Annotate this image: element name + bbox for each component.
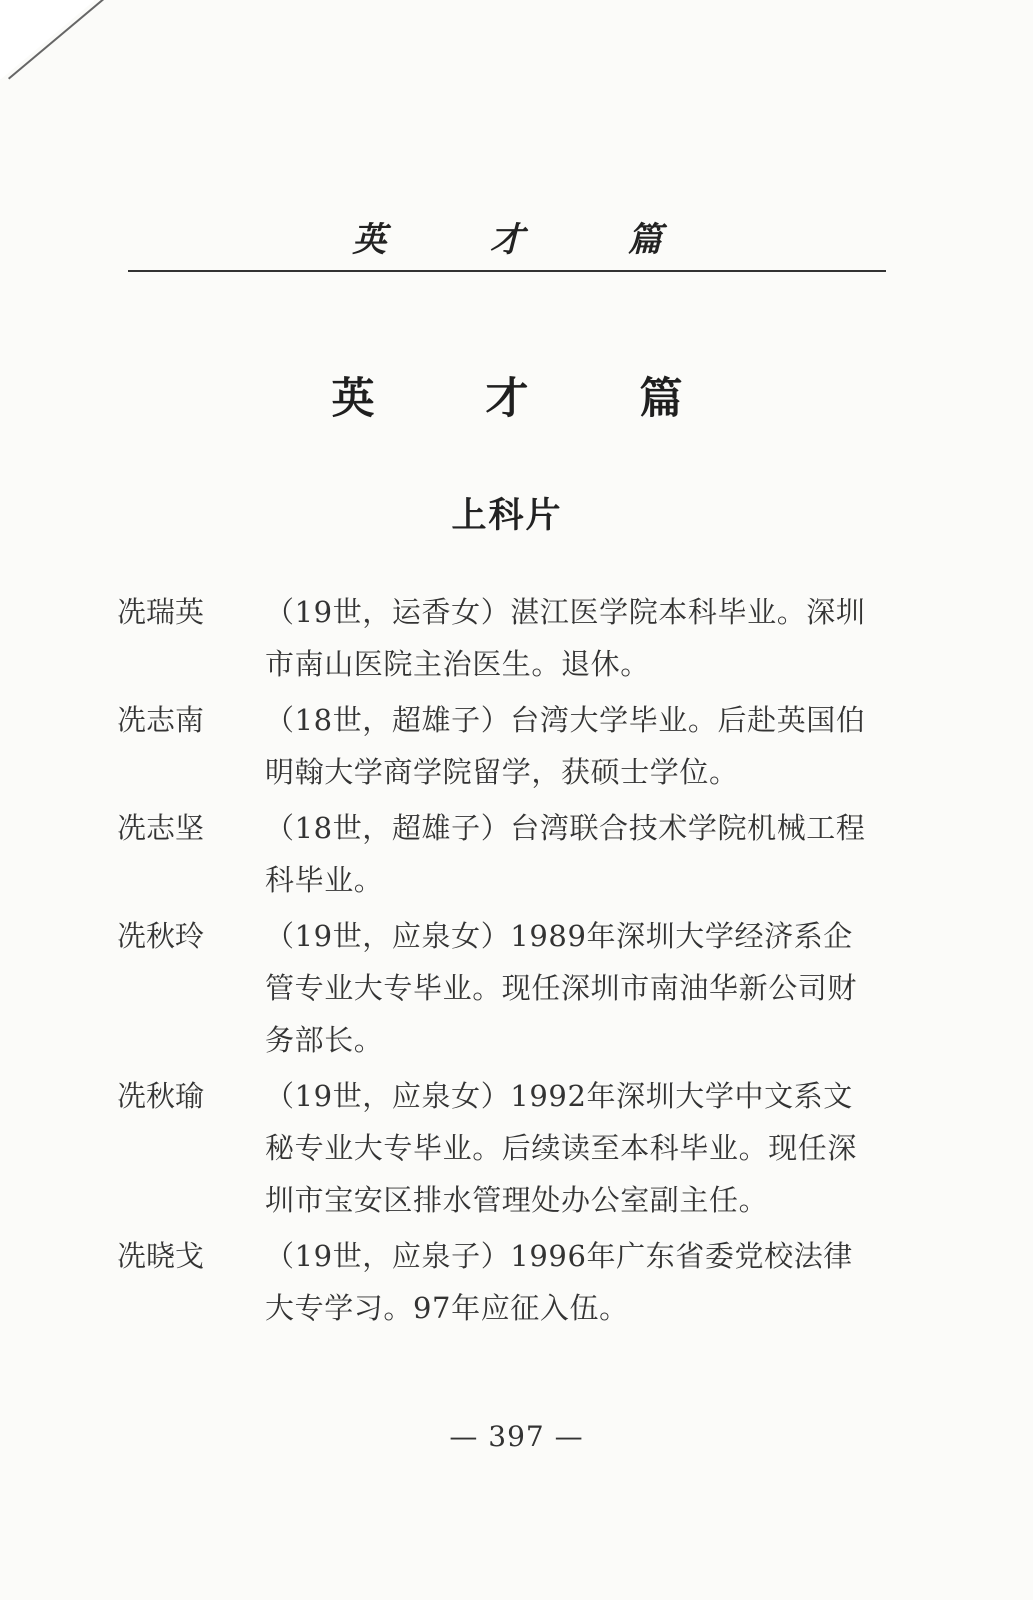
running-header-title: 英 才 篇 [352,220,708,260]
biography-text: （19世，应泉子）1996年广东省委党校法律大专学习。97年应征入伍。 [265,1239,853,1325]
biography-entry [117,1230,877,1334]
biography-entry [117,910,877,1066]
person-name: 冼志坚 [117,811,205,845]
page-number: — 397 — [449,1420,584,1453]
biography-entry [117,1070,877,1226]
biography-text: （18世，超雄子）台湾联合技术学院机械工程科毕业。 [265,811,866,897]
person-name: 冼瑞英 [117,595,205,629]
biography-text: （18世，超雄子）台湾大学毕业。后赴英国伯明翰大学商学院留学，获硕士学位。 [265,703,866,789]
person-name: 冼秋玲 [117,919,205,953]
person-name: 冼秋瑜 [117,1079,205,1113]
person-name: 冼晓戈 [117,1239,205,1273]
biography-entry [117,802,877,906]
biography-entry [117,694,877,798]
biography-list [117,586,877,1338]
biography-text: （19世，应泉女）1989年深圳大学经济系企管专业大专毕业。现任深圳市南油华新公司财务部长。 [265,919,858,1057]
header-rule [128,270,886,272]
folded-corner [0,0,95,80]
section-title: 上科片 [451,495,563,536]
biography-entry [117,586,877,690]
person-name: 冼志南 [117,703,205,737]
biography-text: （19世，应泉女）1992年深圳大学中文系文秘专业大专毕业。后续读至本科毕业。现任深圳市宝安区排水管理处办公室副主任。 [265,1079,858,1217]
page-title: 英 才 篇 [331,374,731,424]
biography-text: （19世，运香女）湛江医学院本科毕业。深圳市南山医院主治医生。退休。 [265,595,866,681]
